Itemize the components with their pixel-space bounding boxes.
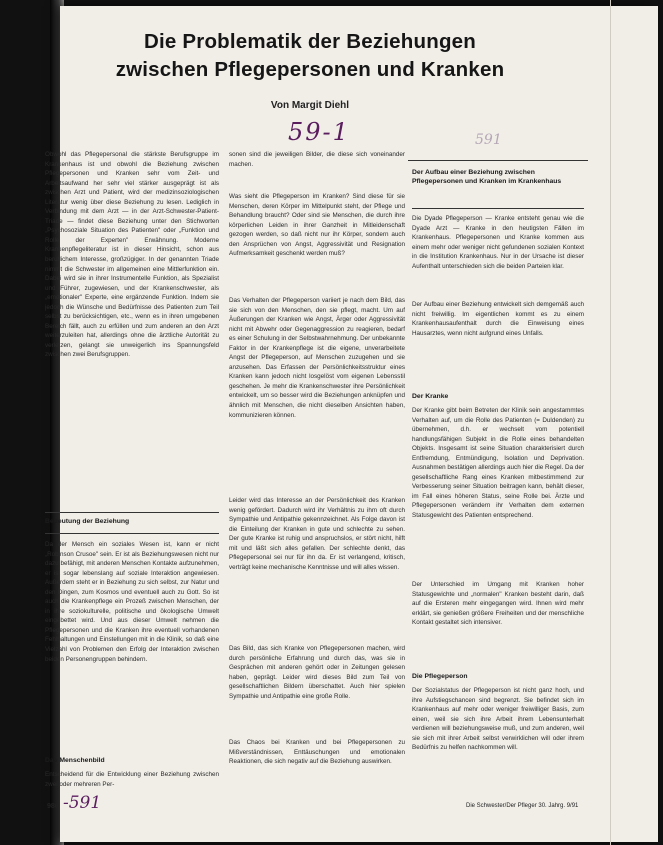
handwritten-annotation: 59-1	[288, 118, 350, 146]
column-1-bedeutung	[45, 540, 219, 752]
paragraph: Der Aufbau einer Beziehung entwickelt sich demgemäß auch nicht freiwillig. Im eigentlichen kommt es zu einem Krankenhausaufenthalt durch die Einweisung eines Hausarztes, wenn nicht aufgrund eines Unfalls.	[412, 301, 584, 337]
paragraph: sonen sind die jeweiligen Bilder, die diese sich voneinander machen.	[229, 151, 405, 168]
heading-bedeutung: Bedeutung der Beziehung	[45, 518, 130, 525]
heading-kranke: Der Kranke	[412, 393, 449, 400]
column-3-e	[412, 686, 584, 794]
column-2-c	[229, 296, 405, 496]
column-1-menschenbild	[45, 770, 219, 792]
column-2-a	[229, 150, 405, 172]
divider	[45, 533, 219, 534]
column-3-c	[412, 406, 584, 578]
paragraph: Das Verhalten der Pflegeperson variiert je nach dem Bild, das sie sich von den Menschen, den sie pflegt, macht. Um auf Äußerungen der Kranken wie Angst, Ärger oder Aggressivität nicht mit Abwehr oder Gegenaggression zu reagieren, bedarf es einer Schulung in der Selbstwahrnehmung. Der unbekannte Faktor in der Krankenpflege ist die eigene, unverarbeitete Angst der Pflegeperson, auf Menschen zuzugehen und sie anzusehen. Das Erfassen der Persönlichkeitsstruktur eines Kranken kann jedoch nicht losgelöst vom eigenen Lebensstil geschehen. Je mehr die Krankenschwester ihre Persönlichkeit entwickelt, um so besser wird die Beziehungen anknüpfen und ähnlich mit Menschen, die nicht dieselben Ansichten haben, kommunizieren können.	[229, 297, 405, 419]
column-2-b	[229, 192, 405, 296]
handwritten-page-annotation: -591	[63, 793, 102, 813]
heading-menschenbild: Das Menschenbild	[45, 757, 105, 764]
heading-aufbau: Der Aufbau einer Beziehung zwischen Pflegepersonen und Kranken im Krankenhaus	[412, 169, 562, 185]
column-1-intro	[45, 150, 219, 502]
article-author: Von Margit Diehl	[270, 100, 350, 111]
paragraph: Obwohl das Pflegepersonal die stärkste Berufsgruppe im Krankenhaus ist und obwohl die Beziehung zwischen Pflegepersonen und Kranken sehr vom Zeit- und Arbeitsaufwand her sehr viel stärker ausgeprägt ist als zwischen Arzt und Patient, wird der medizinsoziologischen Literatur wenig über diese Beziehung zu lesen. Lediglich in Verbindung mit dem Arzt — in der Arzt-Schwester-Patient-Triade — findet diese Beziehung unter den Stichworten „Psychosoziale Situation des Patienten" oder „Funktion und Rolle der Experten" Erwähnung. Moderne Krankenpflegeliteratur ist in dieser Hinsicht, schon aus beruflichem Interesse, großzügiger. In der genannten Triade nimmt die Schwester im allgemeinen eine Mittlerfunktion ein. Dabei wird sie in ihrer Instrumentelle Funktion, als Spezialist und Führer, zugewiesen, und der Krankenschwester, als „emotionaler" Experte, eine ergänzende Funktion. Indem sie jedoch die Wünsche und Bedürfnisse des Patienten zum Teil selbst zu berücksichtigen, etc., wenn es in ihren umgebenen Bereich fällt, auch zu erfüllen und zum anderen an den Arzt weiterzuleiten hat, allerdings ohne die ärztliche Autorität zu verletzen, gelangt sie unweigerlich ins Spannungsfeld zwischen zwei Berufsgruppen.	[45, 151, 219, 359]
divider	[412, 208, 584, 209]
paragraph: Das Bild, das sich Kranke von Pflegepersonen machen, wird durch persönliche Erfahrung und durch das, was sie in Gesprächen mit anderen gehört oder in Zeitungen gelesen haben, geprägt. Leider wird dieses Bild zum Teil von gesellschaftlichen Bildern überschattet. Auch hier spielen Sympathie und Antipathie eine große Rolle.	[229, 645, 405, 700]
column-2-f	[229, 738, 405, 794]
paragraph: Der Kranke gibt beim Betreten der Klinik sein angestammtes Verhalten auf, um die Rolle des Patienten (= Duldenden) zu übernehmen, d.h. er wechselt vom potentiell handlungsfähigen Subjekt in die Rolle eines behandelten Objekts. Insgesamt ist seine Situation charakterisiert durch Entfremdung, Entmündigung, Isolation und Deprivation. Ausnahmen bestätigen allerdings auch hier die Regel. Da der gesellschaftliche Rang eines Kranken mitbestimmend zur Verbesserung seiner Situation beitragen kann, behält dieser, im Fall eines höheren Status, seine Rolle bei. Ärzte und Pflegepersonen verändern ihr Verhalten dem externen Statusgewicht des Patienten entsprechend.	[412, 407, 584, 520]
article-title-line1: Die Problematik der Beziehungen	[144, 30, 476, 53]
paragraph: Der Unterschied im Umgang mit Kranken hoher Statusgewichte und „normalen" Kranken besteht darin, daß auf die Ersteren mehr eingegangen wird. Ihnen wird mehr erklärt, sie genießen größere Freiheiten und der menschliche Kontakt gestaltet sich intensiver.	[412, 581, 584, 627]
faint-annotation: 591	[475, 132, 502, 148]
paragraph: Leider wird das Interesse an der Persönlichkeit des Kranken wenig gefördert. Dadurch wird ihr Verhältnis zu ihm oft durch Sympathie und Antipathie gekennzeichnet. Als Folge davon ist die Einteilung der Kranken in gute und schlechte zu sehen. Der gute Kranke ist ruhig und anspruchslos, er stört nicht, hilft mit und läßt sich alles gefallen. Der schlechte denkt, das Pflegepersonal sei nur für ihn da. Er ist verlangend, kritisch, verträgt keine mechanische Kenntnisse und will alles wissen.	[229, 497, 405, 571]
heading-pflegeperson: Die Pflegeperson	[412, 673, 468, 680]
paragraph: Da der Mensch ein soziales Wesen ist, kann er nicht „Robinson Crusoe" sein. Er ist als Beziehungswesen nicht nur dazu befähigt, mit anderen Menschen Kontakte aufzunehmen, er ist sogar lebenslang auf soziale Interaktion angewiesen. Außerdem steht er in Beziehung zu sich selbst, zur Natur und den Dingen, zum Kosmos und eventuell auch zu Gott. So ist auch die Krankenpflege ein Prozeß zwischen Menschen, der in ihre soziokulturelle, politische und ökologische Umwelt eingebettet wird. Und aus dieser Umwelt nehmen die Pflegepersonen und die Kranken ihre eventuell vorhandenen Fehlhaltungen und Einstellungen mit in die Klinik, so daß eine Vielzahl von Problemen den Erfolg der Interaktion zwischen beiden Personengruppen behindern.	[45, 541, 219, 663]
column-2-d	[229, 496, 405, 636]
journal-footer: Die Schwester/Der Pfleger 30. Jahrg. 9/91	[466, 803, 579, 809]
column-3-d	[412, 580, 584, 650]
page-edge	[610, 0, 611, 845]
paragraph: Entscheidend für die Entwicklung einer Beziehung zwischen zwei oder mehreren Per-	[45, 771, 219, 788]
divider	[45, 512, 219, 513]
article-title-line2: zwischen Pflegepersonen und Kranken	[115, 58, 505, 81]
paragraph: Das Chaos bei Kranken und bei Pflegepersonen zu Mißverständnissen, Enttäuschungen und emotionalen Reaktionen, die sich negativ auf die Beziehung auswirken.	[229, 739, 405, 766]
column-3-b	[412, 300, 584, 360]
paragraph: Der Sozialstatus der Pflegeperson ist nicht ganz hoch, und ihre Aufstiegschancen sind begrenzt. Sie befindet sich im Krankenhaus auf mehr oder weniger freiwilliger Basis, zum einen, weil sie sich ihre Arbeit ihrem Lebensunterhalt verdienen will beziehungsweise muß, und zum anderen, weil sie sich mit ihrer Arbeit selbst verwirklichen will oder ihrem Bedürfnis zu helfen nachkommen will.	[412, 687, 584, 752]
column-3-a	[412, 214, 584, 298]
page-number: 986	[47, 803, 59, 810]
column-2-e	[229, 644, 405, 730]
paragraph: Was sieht die Pflegeperson im Kranken? Sind diese für sie Menschen, deren Körper im Mittelpunkt steht, der Pflege und Behandlung braucht? Oder sind sie Menschen, die durch ihre körperlichen Leiden in ihrer Ganzheit in Mitleidenschaft gezogen werden, so daß nicht nur ihr Körper, sondern auch den Ansprüchen von Angst, Aggressivität und Resignation Aufmerksamkeit geschenkt werden muß?	[229, 193, 405, 258]
paragraph: Die Dyade Pflegeperson — Kranke entsteht genau wie die Dyade Arzt — Kranke in den heutigsten Fällen im Krankenhaus. Pflegepersonen und Kranke kommen aus einem mehr oder weniger nicht gefundenen sozialen Kontext in die Institution Krankenhaus. Nur in der Ursache ist dieser Aufenthalt unterschieden sich die beiden Parteien klar.	[412, 215, 584, 270]
